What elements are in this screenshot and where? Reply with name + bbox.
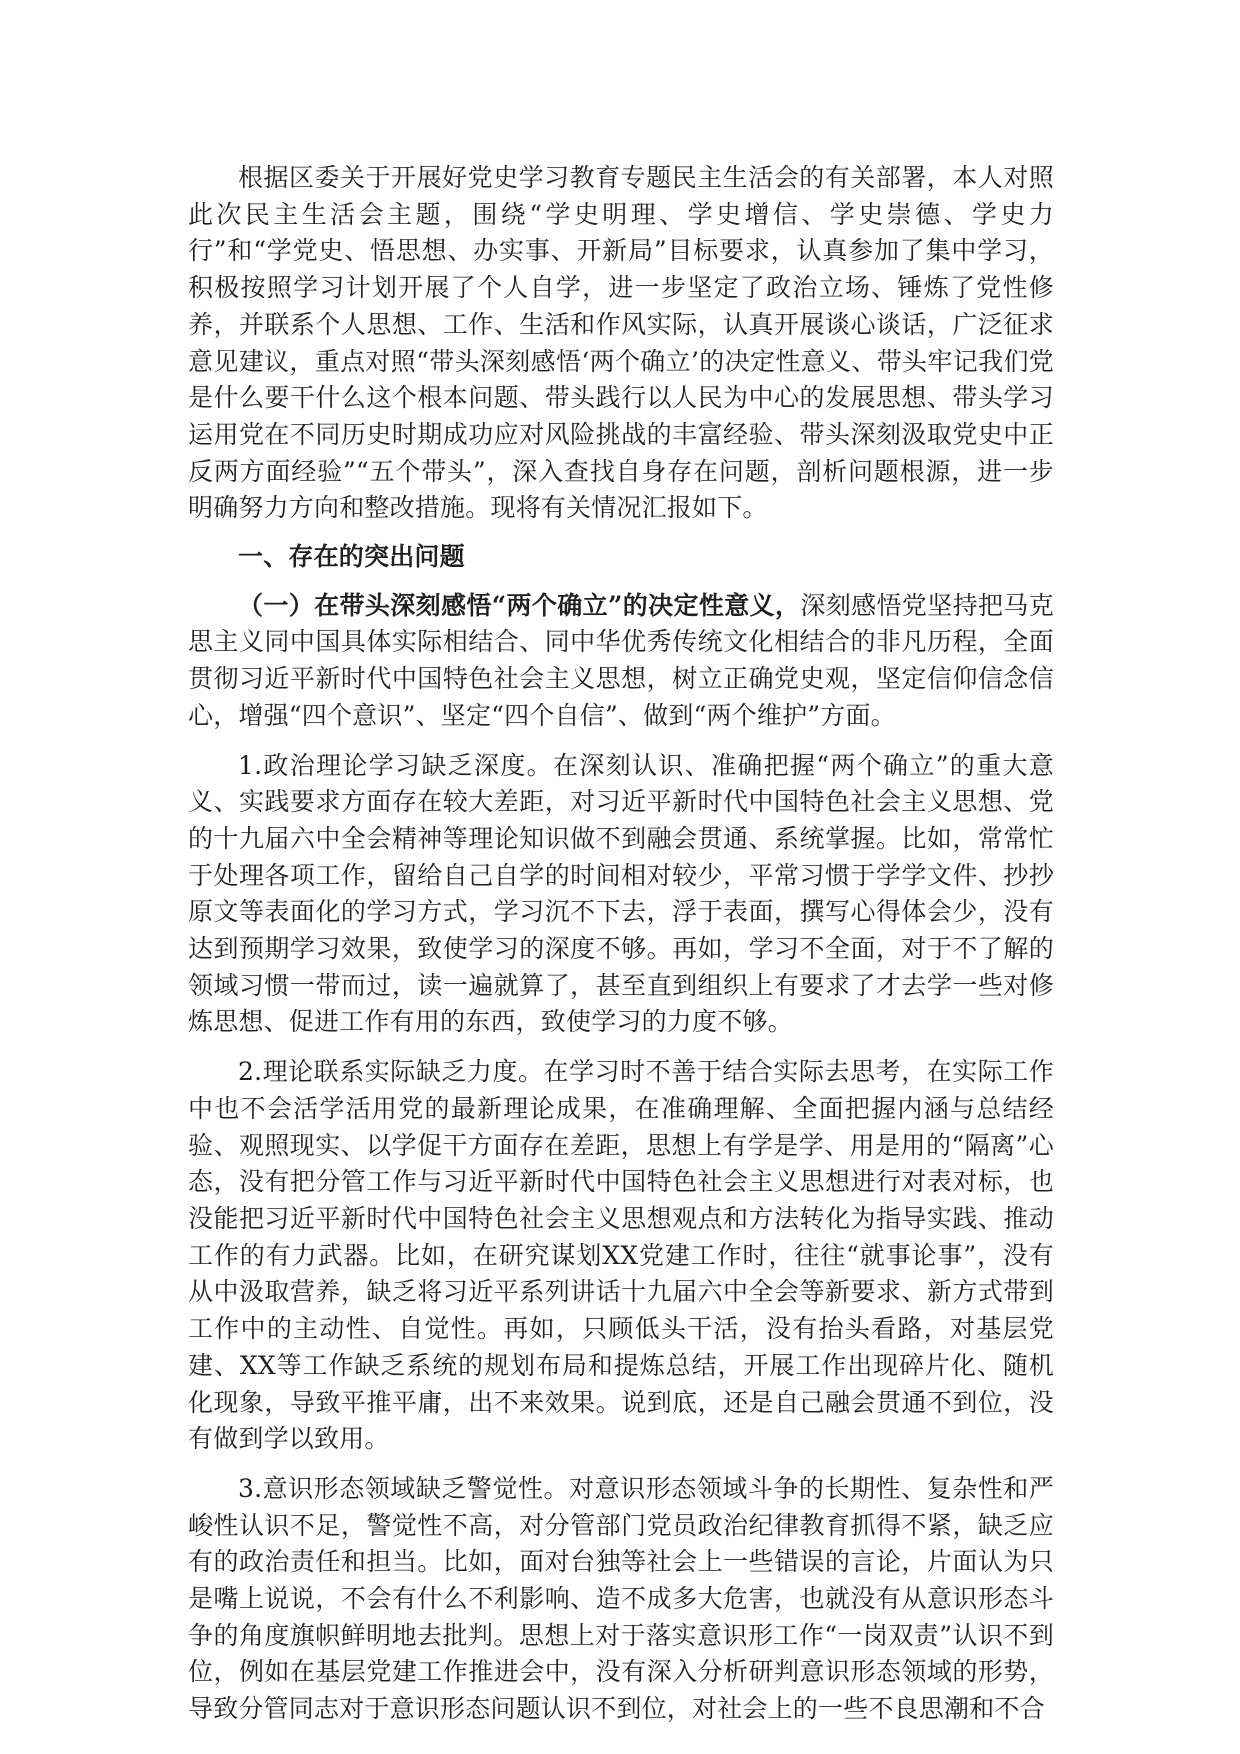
section-heading: 一、存在的突出问题 (238, 542, 465, 572)
subsection-lead: （一）在带头深刻感悟“两个确立”的决定性意义， (238, 590, 801, 620)
item-paragraph-3: 3.意识形态领域缺乏警觉性。对意识形态领域斗争的长期性、复杂性和严峻性认识不足，警觉性不高，对分管部门党员政治纪律教育抓得不紧，缺乏应有的政治责任和担当。比如，面对台独等社会上一些错误的言论，片面认为只是嘴上说说，不会有什么不利影响、造不成多大危害，也就没有从意识形态斗争的角度旗帜鲜明地去批判。思想上对于落实意识形工作“一岗双责”认识不到位，例如在基层党建工作推进会中，没有深入分析研判意识形态领域的形势，导致分管同志对于意识形态问题认识不到位，对社会上的一些不良思潮和不合 (188, 1473, 1054, 1724)
item-paragraph-2: 2.理论联系实际缺乏力度。在学习时不善于结合实际去思考，在实际工作中也不会活学活用党的最新理论成果，在准确理解、全面把握内涵与总结经验、观照现实、以学促干方面存在差距，思想上有学是学、用是用的“隔离”心态，没有把分管工作与习近平新时代中国特色社会主义思想进行对表对标，也没能把习近平新时代中国特色社会主义思想观点和方法转化为指导实践、推动工作的有力武器。比如，在研究谋划XX党建工作时，往往“就事论事”，没有从中汲取营养，缺乏将习近平系列讲话十九届六中全会等新要求、新方式带到工作中的主动性、自觉性。再如，只顾低头干活，没有抬头看路，对基层党建、XX等工作缺乏系统的规划布局和提炼总结，开展工作出现碎片化、随机化现象，导致平推平庸，出不来效果。说到底，还是自己融会贯通不到位，没有做到学以致用。 (188, 1057, 1054, 1454)
intro-paragraph: 根据区委关于开展好党史学习教育专题民主生活会的有关部署，本人对照此次民主生活会主题，围绕“学史明理、学史增信、学史崇德、学史力行”和“学党史、悟思想、办实事、开新局”目标要求，认真参加了集中学习，积极按照学习计划开展了个人自学，进一步坚定了政治立场、锤炼了党性修养，并联系个人思想、工作、生活和作风实际，认真开展谈心谈话，广泛征求意见建议，重点对照“带头深刻感悟‘两个确立’的决定性意义、带头牢记我们党是什么要干什么这个根本问题、带头践行以人民为中心的发展思想、带头学习运用党在不同历史时期成功应对风险挑战的丰富经验、带头深刻汲取党史中正反两方面经验”“五个带头”，深入查找自身存在问题，剖析问题根源，进一步明确努力方向和整改措施。现将有关情况汇报如下。 (188, 163, 1054, 523)
subsection-text: 深刻感悟党坚持把马克思主义同中国具体实际相结合、同中华优秀传统文化相结合的非凡历程，全面贯彻习近平新时代中国特色社会主义思想，树立正确党史观，坚定信仰信念信心，增强“四个意识”、坚定“四个自信”、做到“两个维护”方面。 (188, 590, 1054, 730)
item-paragraph-1: 1.政治理论学习缺乏深度。在深刻认识、准确把握“两个确立”的重大意义、实践要求方面存在较大差距，对习近平新时代中国特色社会主义思想、党的十九届六中全会精神等理论知识做不到融会贯通、系统掌握。比如，常常忙于处理各项工作，留给自己自学的时间相对较少，平常习惯于学学文件、抄抄原文等表面化的学习方式，学习沉不下去，浮于表面，撰写心得体会少，没有达到预期学习效果，致使学习的深度不够。再如，学习不全面，对于不了解的领域习惯一带而过，读一遍就算了，甚至直到组织上有要求了才去学一些对修炼思想、促进工作有用的东西，致使学习的力度不够。 (188, 750, 1054, 1037)
subsection-paragraph (188, 588, 1054, 735)
document-body (188, 160, 1054, 1728)
